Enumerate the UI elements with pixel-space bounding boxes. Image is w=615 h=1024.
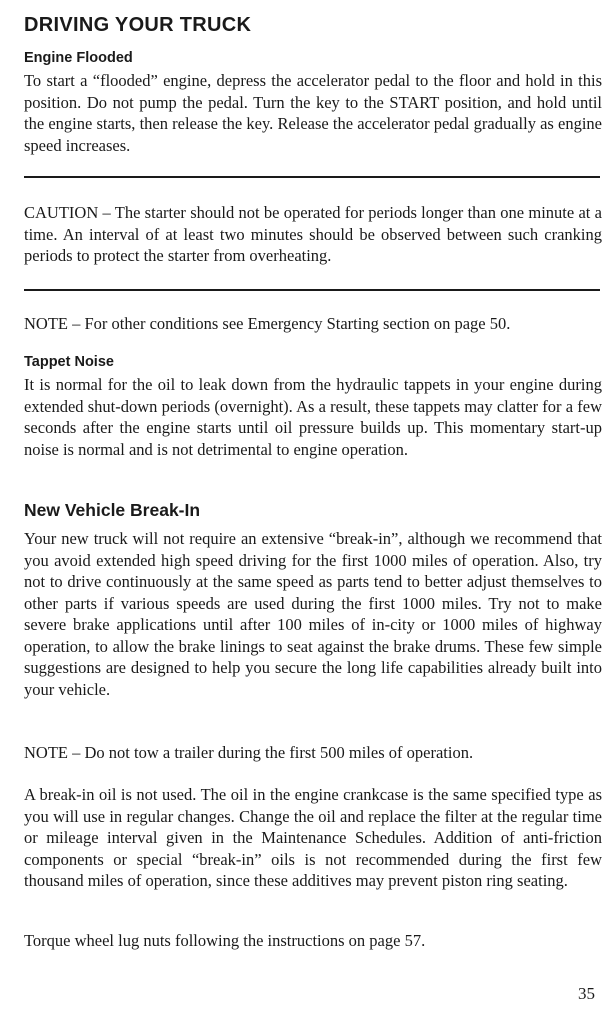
caution-bottom-divider [24, 289, 600, 291]
lug-nuts-text: Torque wheel lug nuts following the instructions on page 57. [24, 931, 426, 950]
tappet-noise-heading: Tappet Noise [24, 354, 114, 370]
note-emergency-starting: NOTE – For other conditions see Emergency Starting section on page 50. [24, 314, 511, 333]
engine-flooded-text: To start a “flooded” engine, depress the accelerator pedal to the floor and hold in this position. Do not pump the pedal. Turn the key to the START position, and hold until the engine starts, then release the key. Release the accelerator pedal gradually as engine speed increases. [24, 71, 602, 155]
engine-flooded-heading: Engine Flooded [24, 50, 133, 66]
section-title: DRIVING YOUR TRUCK [24, 14, 252, 36]
break-in-oil-text: A break-in oil is not used. The oil in the engine crankcase is the same specified type as you will use in regular changes. Change the oil and replace the filter at the regular time or mileage interval given in the Maintenance Schedules. Addition of anti-friction components or special “break-in” oils is not recommended during the first few thousand miles of operation, since these additives may prevent piston ring seating. [24, 785, 602, 890]
break-in-heading: New Vehicle Break-In [24, 500, 201, 520]
page-number: 35 [578, 984, 595, 1003]
note-trailer: NOTE – Do not tow a trailer during the first 500 miles of operation. [24, 743, 474, 762]
caution-text: CAUTION – The starter should not be operated for periods longer than one minute at a time. An interval of at least two minutes should be observed between such cranking periods to protect the starter from overheating. [24, 203, 602, 265]
tappet-noise-text: It is normal for the oil to leak down from the hydraulic tappets in your engine during extended shut-down periods (overnight). As a result, these tappets may clatter for a few seconds after the engine starts until oil pressure builds up. This momentary start-up noise is normal and is not detrimental to engine operation. [24, 375, 602, 459]
break-in-text: Your new truck will not require an extensive “break-in”, although we recommend that you avoid extended high speed driving for the first 1000 miles of operation. Also, try not to drive continuously at the same speed as parts tend to better adjust themselves to other parts if various speeds are used during the first 1000 miles. Try not to make severe brake applications until after 100 miles of in-city or 1000 miles of highway operation, to allow the brake linings to seat against the brake drums. These few simple suggestions are designed to help you secure the long life capabilities already built into your vehicle. [24, 529, 602, 699]
caution-top-divider [24, 176, 600, 178]
